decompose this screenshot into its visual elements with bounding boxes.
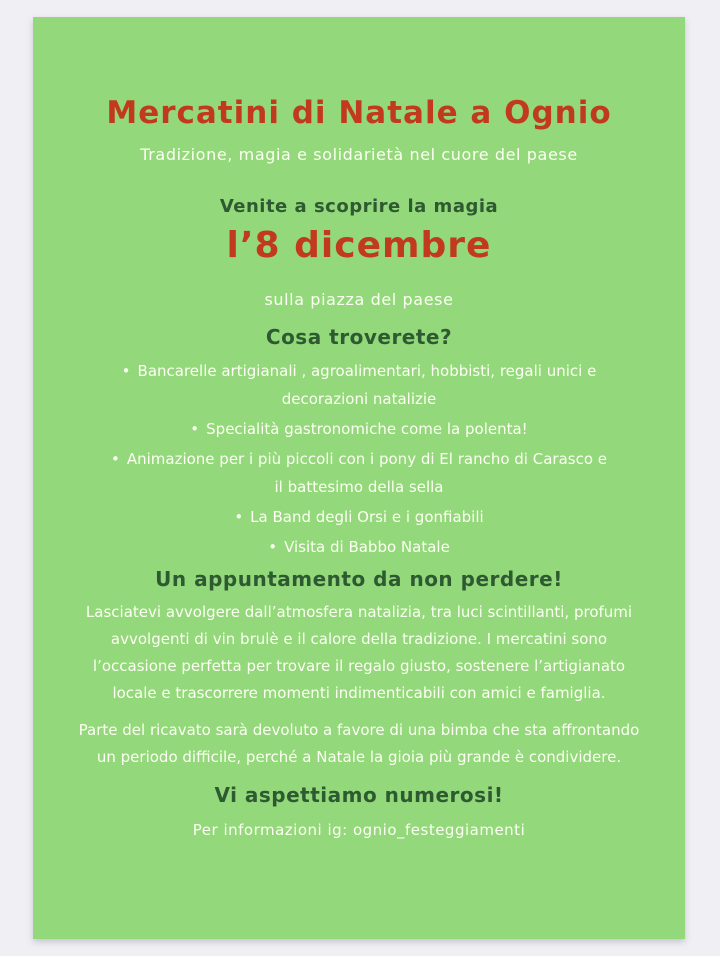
list-item	[109, 445, 609, 501]
bullet-icon: •	[234, 508, 244, 526]
closing-heading: Un appuntamento da non perdere!	[155, 567, 563, 591]
description-paragraph: Lasciatevi avvolgere dall’atmosfera natalizia, tra luci scintillanti, profumi avvolgenti di vin brulè e il calore della tradizione. I mercatini sono l’occasione perfetta per trovare il regalo giusto, sostenere l’artigianato locale e trascorrere momenti indimenticabili con amici e famiglia.	[85, 603, 633, 702]
flyer-subtitle: Tradizione, magia e solidarietà nel cuore del paese	[140, 145, 578, 164]
list-item-text: Visita di Babbo Natale	[284, 538, 450, 556]
flyer-title: Mercatini di Natale a Ognio	[106, 95, 612, 131]
list-heading: Cosa troverete?	[265, 325, 453, 349]
list-item	[109, 357, 609, 413]
list-item	[109, 503, 609, 531]
list-item-text: Animazione per i più piccoli con i pony di El rancho di Carasco e il battesimo della sella	[126, 450, 607, 496]
event-location: sulla piazza del paese	[264, 290, 454, 309]
list-item-text: Bancarelle artigianali , agroalimentari, hobbisti, regali unici e decorazioni natalizie	[137, 362, 597, 408]
list-item	[109, 415, 609, 443]
cta-text: Vi aspettiamo numerosi!	[214, 783, 504, 807]
flyer-kicker: Venite a scoprire la magia	[219, 196, 499, 217]
bullet-icon: •	[190, 420, 200, 438]
attractions-list	[109, 357, 609, 561]
bullet-icon: •	[121, 362, 131, 380]
bullet-icon: •	[110, 450, 120, 468]
event-date: l’8 dicembre	[226, 225, 492, 266]
flyer-card	[33, 17, 685, 939]
list-item-text: La Band degli Orsi e i gonfiabili	[250, 508, 484, 526]
contact-info: Per informazioni ig: ognio_festeggiamenti	[192, 821, 526, 839]
bullet-icon: •	[268, 538, 278, 556]
list-item	[109, 533, 609, 561]
charity-paragraph: Parte del ricavato sarà devoluto a favore di una bimba che sta affrontando un periodo difficile, perché a Natale la gioia più grande è condividere.	[78, 721, 640, 766]
list-item-text: Specialità gastronomiche come la polenta!	[206, 420, 528, 438]
